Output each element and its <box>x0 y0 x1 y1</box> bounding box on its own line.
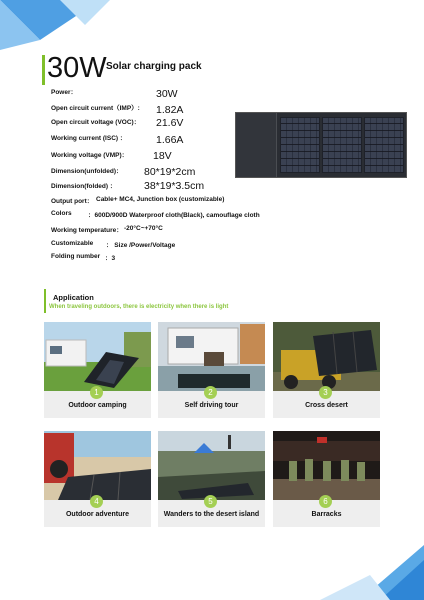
spec-value-vmp: 18V <box>153 150 172 162</box>
adventure-photo <box>44 431 151 500</box>
application-card-desert <box>273 322 380 418</box>
spec-label-output: Output port： <box>51 198 94 205</box>
application-card-self-driving <box>158 322 265 418</box>
spec-value-power: 30W <box>156 88 178 100</box>
spec-label-imp: Open circuit current（IMP）: <box>51 105 140 112</box>
card-caption-3: Cross desert <box>305 402 348 409</box>
title-accent-bar <box>42 55 45 85</box>
cross-desert-photo <box>273 322 380 391</box>
panel-pouch <box>236 113 277 177</box>
spec-value-folding: ：3 <box>105 255 116 262</box>
panel-cell-3 <box>364 117 404 173</box>
application-subtitle: When traveling outdoors, there is electricity when there is light <box>49 304 229 310</box>
card-number-5: 5 <box>204 495 217 508</box>
card-number-4: 4 <box>90 495 103 508</box>
spec-label-voc: Open circuit voltage (VOC)： <box>51 119 141 126</box>
spec-label-folding: Folding number <box>51 253 101 260</box>
panel-cell-2 <box>322 117 362 173</box>
card-caption-4: Outdoor adventure <box>65 511 129 518</box>
spec-label-customizable: Customizable <box>51 240 94 247</box>
card-caption-2: Self driving tour <box>184 402 239 409</box>
spec-value-colors: ：600D/900D Waterproof cloth(Black), camouflage cloth <box>88 212 260 219</box>
panel-cell-1 <box>280 117 320 173</box>
application-accent-bar <box>44 289 46 313</box>
spec-value-customizable: ： Size /Power/Voltage <box>106 242 176 249</box>
card-caption-1: Outdoor camping <box>68 402 127 409</box>
power-rating-title: 30W <box>47 52 107 84</box>
top-left-decoration <box>0 0 110 50</box>
spec-value-output: Cable+ MC4, Junction box (customizable) <box>96 196 225 203</box>
spec-value-temperature: -20°C~+70°C <box>124 225 163 232</box>
camping-photo <box>44 322 151 391</box>
card-number-2: 2 <box>204 386 217 399</box>
spec-label-vmp: Working voltage (VMP)： <box>51 152 129 159</box>
spec-label-power: Power： <box>51 89 78 96</box>
spec-label-isc: Working current (ISC) ： <box>51 135 127 142</box>
card-number-6: 6 <box>319 495 332 508</box>
application-title: Application <box>53 293 94 302</box>
application-card-barracks <box>273 431 380 527</box>
spec-label-temperature: Working temperature： <box>51 227 123 234</box>
barracks-photo <box>273 431 380 500</box>
card-number-3: 3 <box>319 386 332 399</box>
spec-value-folded: 38*19*3.5cm <box>144 180 205 192</box>
card-number-1: 1 <box>90 386 103 399</box>
application-card-adventure <box>44 431 151 527</box>
card-caption-5: Wanders to the desert island <box>163 511 260 518</box>
card-caption-6: Barracks <box>311 511 342 518</box>
spec-value-imp: 1.82A <box>156 104 184 116</box>
spec-label-folded: Dimension(folded) ： <box>51 183 117 190</box>
spec-value-unfolded: 80*19*2cm <box>144 166 196 178</box>
self-driving-photo <box>158 322 265 391</box>
desert-island-photo <box>158 431 265 500</box>
spec-label-unfolded: Dimension(unfolded)： <box>51 168 123 175</box>
application-card-island <box>158 431 265 527</box>
bottom-right-decoration <box>300 535 424 600</box>
product-name: Solar charging pack <box>106 61 202 72</box>
spec-value-isc: 1.66A <box>156 134 184 146</box>
spec-label-colors: Colors <box>51 210 72 217</box>
solar-panel-image <box>235 112 407 178</box>
spec-value-voc: 21.6V <box>156 117 184 129</box>
application-card-camping <box>44 322 151 418</box>
